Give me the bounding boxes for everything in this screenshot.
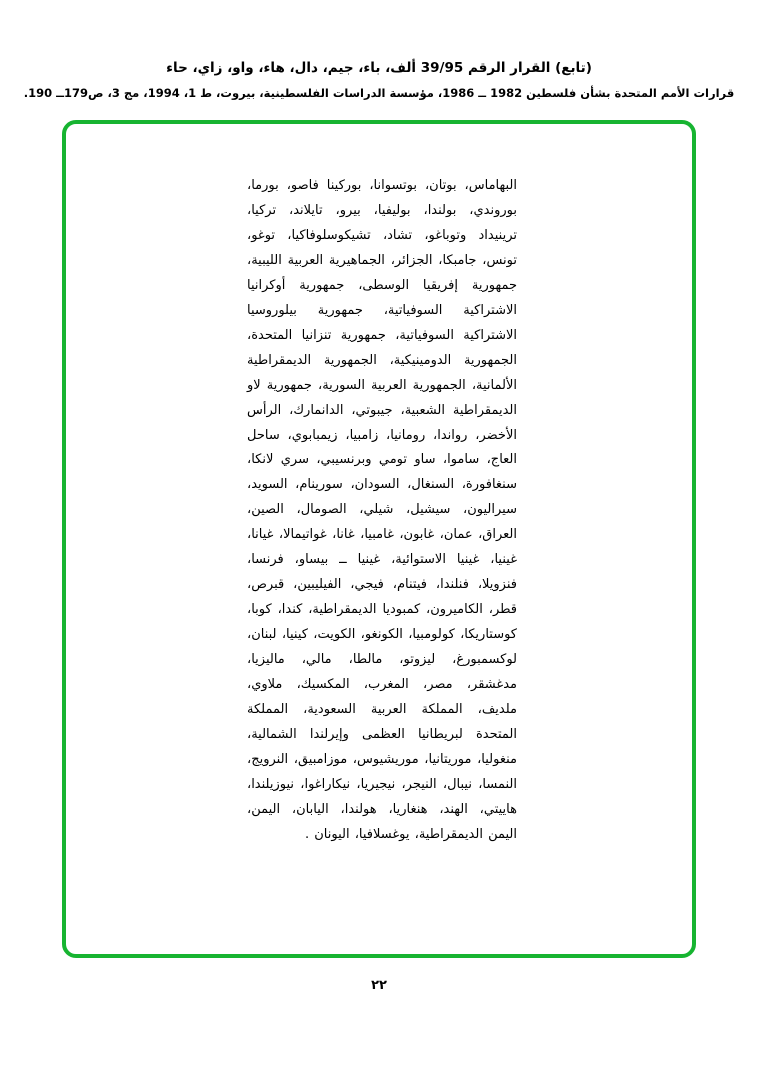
document-title: (تابع) القرار الرقم 39/95 ألف، باء، جيم، دال، هاء، واو، زاي، حاء: [166, 60, 592, 76]
country-list-paragraph: البهاماس، بوتان، بوتسوانا، بوركينا فاصو، بورما، بوروندي، بولندا، بوليفيا، بيرو، تايلاند، تركيا، ترينيداد وتوباغو، تشاد، تشيكوسلوفاكيا، توغو، تونس، جامبكا، الجزائر، الجماهيرية العربية الليبية، جمهورية إفريقيا الوسطى، جمهورية أوكرانيا الاشتراكية السوفياتية، جمهورية بيلوروسيا الاشتراكية السوفياتية، جمهورية تنزانيا المتحدة، الجمهورية الدومينيكية، الجمهورية الديمقراطية الألمانية، الجمهورية العربية السورية، جمهورية لاو الديمقراطية الشعبية، جيبوتي، الدانمارك، الرأس الأخضر، رواندا، رومانيا، زامبيا، زيمبابوي، ساحل العاج، ساموا، ساو تومي وبرنسيبي، سري لانكا، سنغافورة، السنغال، السودان، سورينام، السويد، سيراليون، سيشيل، شيلي، الصومال، الصين، العراق، عمان، غابون، غامبيا، غانا، غواتيمالا، غيانا، غينيا، غينيا الاستوائية، غينيا ــ بيساو، فرنسا، فنزويلا، فنلندا، فيتنام، فيجي، الفيليبين، قبرص، قطر، الكاميرون، كمبوديا الديمقراطية، كندا، كوبا، كوستاريكا، كولومبيا، الكونغو، الكويت، كينيا، لبنان، لوكسمبورغ، ليزوتو، مالطا، مالي، ماليزيا، مدغشقر، مصر، المغرب، المكسيك، ملاوي، ملديف، المملكة العربية السعودية، المملكة المتحدة لبريطانيا العظمى وإيرلندا الشمالية، منغوليا، موريتانيا، موريشيوس، موزامبيق، النرويج، النمسا، نيبال، النيجر، نيجيريا، نيكاراغوا، نيوزيلندا، هاييتي، الهند، هنغاريا، هولندا، اليابان، اليمن، اليمن الديمقراطية، يوغسلافيا، اليونان .: [247, 178, 517, 842]
page-footer: [0, 978, 758, 993]
document-source-citation: قرارات الأمم المتحدة بشأن فلسطين 1982 ــ 1986، مؤسسة الدراسات الفلسطينية، بيروت، ط 1، 1994، مج 3، ص179ــ 190.: [23, 86, 735, 101]
page-number: ٢٢: [371, 978, 387, 993]
content-frame: [62, 120, 696, 958]
page-header: [0, 58, 758, 103]
